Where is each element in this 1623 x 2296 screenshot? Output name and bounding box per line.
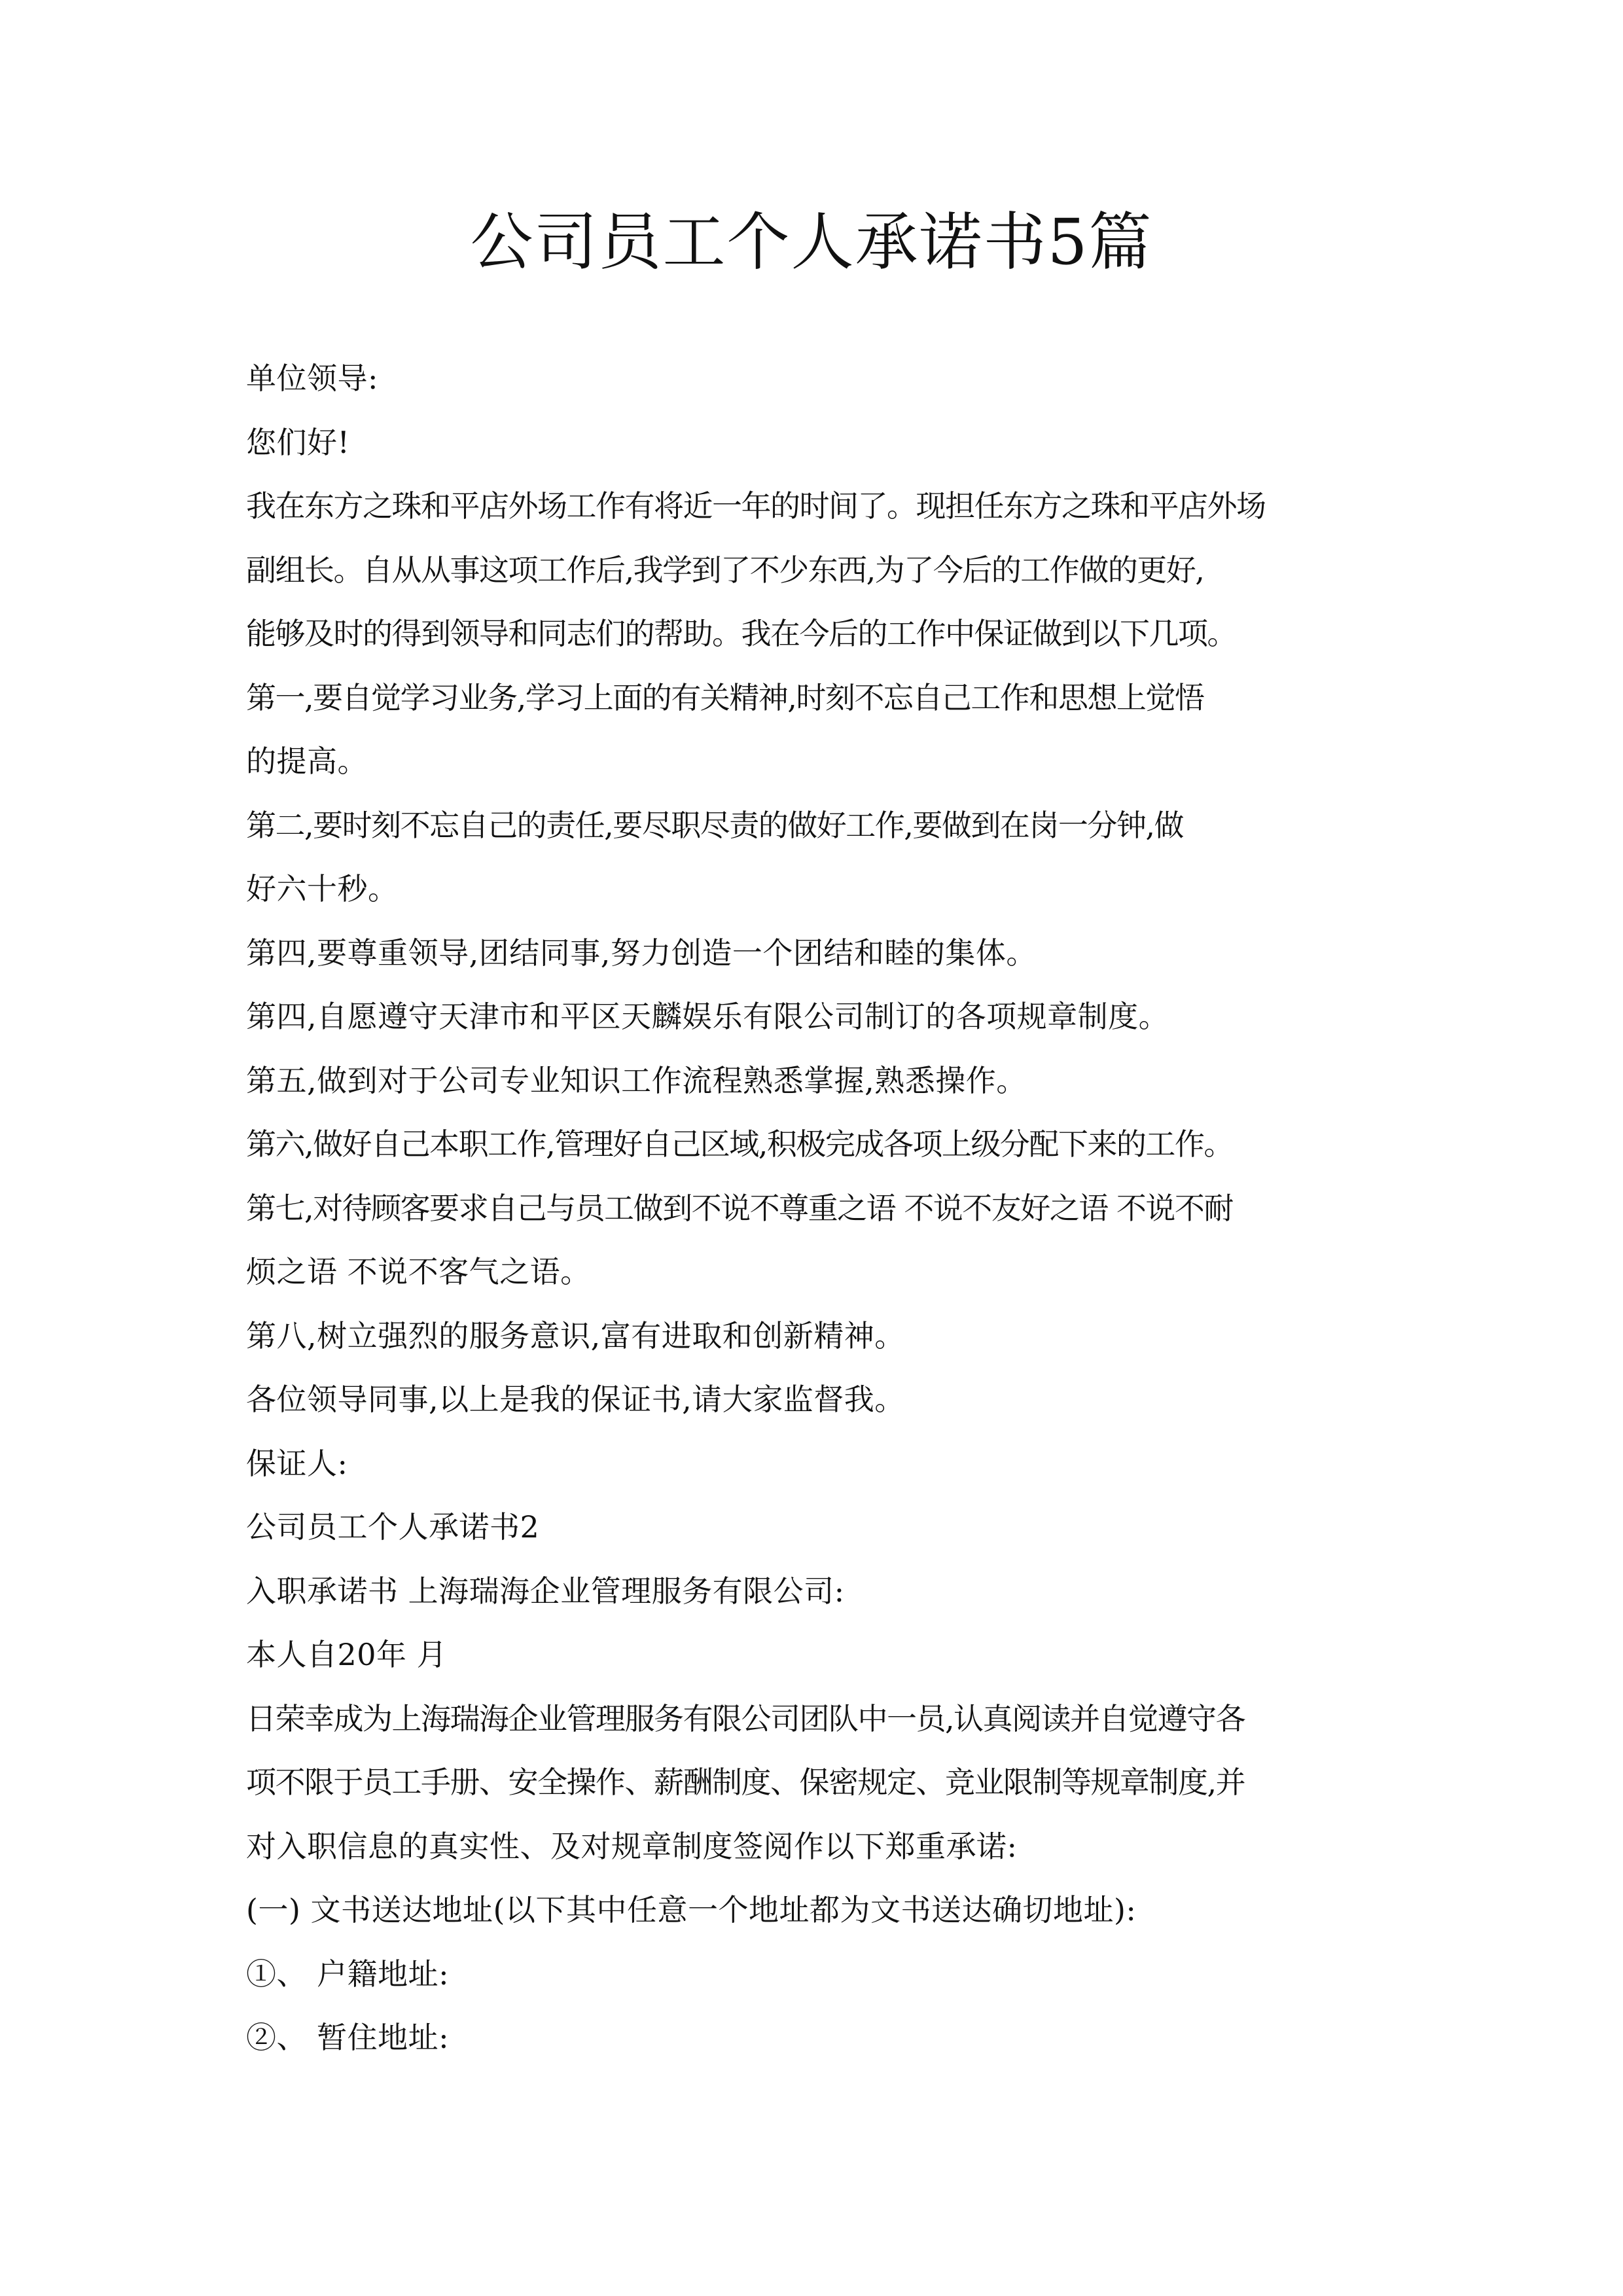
- list-item: ①、 户籍地址:: [246, 1956, 450, 1992]
- list-heading: (一) 文书送达地址(以下其中任意一个地址都为文书送达确切地址):: [246, 1892, 1137, 1928]
- paragraph-line: 各位领导同事,以上是我的保证书,请大家监督我。: [246, 1382, 905, 1417]
- paragraph-line: 第四,自愿遵守天津市和平区天麟娱乐有限公司制订的各项规章制度。: [246, 999, 1169, 1034]
- paragraph-line: 日荣幸成为上海瑞海企业管理服务有限公司团队中一员,认真阅读并自觉遵守各: [246, 1700, 1245, 1736]
- paragraph-line: 本人自20年 月: [246, 1637, 448, 1672]
- paragraph-line: 第六,做好自己本职工作,管理好自己区域,积极完成各项上级分配下来的工作。: [246, 1126, 1233, 1162]
- paragraph-line: 第一,要自觉学习业务,学习上面的有关精神,时刻不忘自己工作和思想上觉悟: [246, 679, 1204, 715]
- paragraph-line: 的提高。: [246, 744, 368, 779]
- paragraph-line: 好六十秒。: [246, 871, 399, 906]
- paragraph-line: 对入职信息的真实性、及对规章制度签阅作以下郑重承诺:: [246, 1828, 1018, 1864]
- signature-label: 保证人:: [246, 1445, 348, 1481]
- paragraph-line: 第七,对待顾客要求自己与员工做到不说不尊重之语 不说不友好之语 不说不耐: [246, 1190, 1233, 1226]
- paragraph-line: 我在东方之珠和平店外场工作有将近一年的时间了。现担任东方之珠和平店外场: [246, 488, 1266, 524]
- paragraph-line: 第八,树立强烈的服务意识,富有进取和创新精神。: [246, 1318, 905, 1354]
- greeting: 您们好!: [246, 424, 350, 460]
- paragraph-line: 项不限于员工手册、安全操作、薪酬制度、保密规定、竞业限制等规章制度,并: [246, 1765, 1245, 1800]
- paragraph-line: 第二,要时刻不忘自己的责任,要尽职尽责的做好工作,要做到在岗一分钟,做: [246, 807, 1183, 843]
- document-body: [246, 347, 1398, 2070]
- paragraph-line: 副组长。自从从事这项工作后,我学到了不少东西,为了今后的工作做的更好,: [246, 552, 1204, 588]
- paragraph-line: 第五,做到对于公司专业知识工作流程熟悉掌握,熟悉操作。: [246, 1062, 1027, 1098]
- paragraph-line: 入职承诺书 上海瑞海企业管理服务有限公司:: [246, 1573, 845, 1609]
- paragraph-line: 第四,要尊重领导,团结同事,努力创造一个团结和睦的集体。: [246, 935, 1037, 971]
- list-item: ②、 暂住地址:: [246, 2020, 450, 2055]
- document-title: 公司员工个人承诺书5篇: [470, 206, 1153, 279]
- section-heading: 公司员工个人承诺书2: [246, 1509, 540, 1545]
- paragraph-line: 能够及时的得到领导和同志们的帮助。我在今后的工作中保证做到以下几项。: [246, 616, 1236, 651]
- salutation: 单位领导:: [246, 361, 378, 396]
- paragraph-line: 烦之语 不说不客气之语。: [246, 1254, 591, 1289]
